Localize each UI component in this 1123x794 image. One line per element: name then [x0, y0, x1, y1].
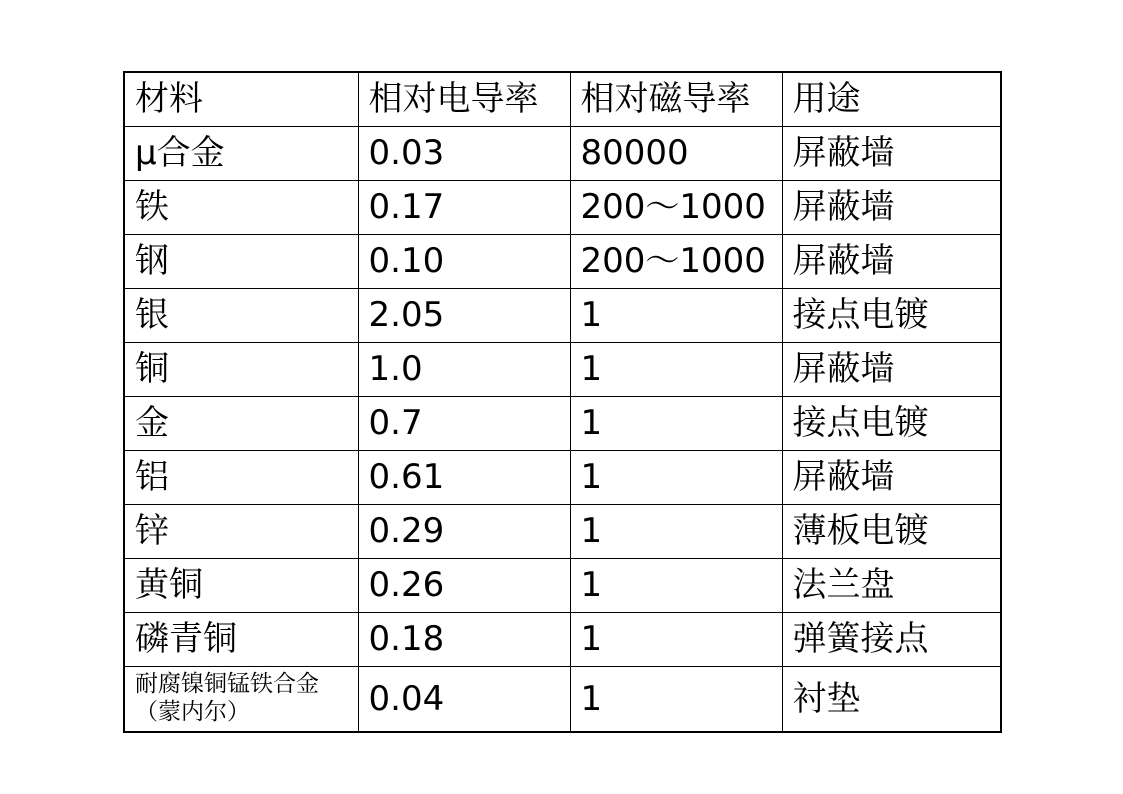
header-permeability: 相对磁导率 — [570, 72, 782, 126]
cell-permeability: 1 — [570, 666, 782, 732]
materials-table — [123, 71, 1002, 733]
cell-material: 钢 — [124, 234, 358, 288]
table-row — [124, 396, 1001, 450]
cell-material-line1: 耐腐镍铜锰铁合金 — [135, 671, 319, 698]
cell-material: 银 — [124, 288, 358, 342]
cell-conductivity: 1.0 — [358, 342, 570, 396]
table-row — [124, 342, 1001, 396]
cell-material: 铁 — [124, 180, 358, 234]
cell-permeability: 1 — [570, 504, 782, 558]
cell-conductivity: 0.18 — [358, 612, 570, 666]
table-row — [124, 180, 1001, 234]
table-row — [124, 288, 1001, 342]
cell-permeability: 1 — [570, 450, 782, 504]
cell-use: 屏蔽墙 — [782, 342, 1001, 396]
cell-use: 薄板电镀 — [782, 504, 1001, 558]
header-use: 用途 — [782, 72, 1001, 126]
table-row — [124, 234, 1001, 288]
cell-conductivity: 0.26 — [358, 558, 570, 612]
table-row — [124, 450, 1001, 504]
header-conductivity: 相对电导率 — [358, 72, 570, 126]
cell-conductivity: 0.04 — [358, 666, 570, 732]
cell-material: μ合金 — [124, 126, 358, 180]
cell-use: 法兰盘 — [782, 558, 1001, 612]
cell-permeability: 80000 — [570, 126, 782, 180]
cell-material: 铝 — [124, 450, 358, 504]
cell-conductivity: 0.29 — [358, 504, 570, 558]
cell-use: 屏蔽墙 — [782, 126, 1001, 180]
cell-conductivity: 0.10 — [358, 234, 570, 288]
cell-conductivity: 0.61 — [358, 450, 570, 504]
cell-use: 接点电镀 — [782, 288, 1001, 342]
header-material: 材料 — [124, 72, 358, 126]
cell-use: 弹簧接点 — [782, 612, 1001, 666]
cell-use: 屏蔽墙 — [782, 450, 1001, 504]
cell-conductivity: 2.05 — [358, 288, 570, 342]
cell-use: 衬垫 — [782, 666, 1001, 732]
cell-material — [124, 666, 358, 732]
table-row — [124, 558, 1001, 612]
table-row — [124, 666, 1001, 732]
cell-use: 接点电镀 — [782, 396, 1001, 450]
cell-material: 磷青铜 — [124, 612, 358, 666]
cell-permeability: 200～1000 — [570, 234, 782, 288]
cell-material: 黄铜 — [124, 558, 358, 612]
cell-conductivity: 0.17 — [358, 180, 570, 234]
cell-permeability: 200～1000 — [570, 180, 782, 234]
cell-material: 铜 — [124, 342, 358, 396]
cell-material: 金 — [124, 396, 358, 450]
cell-permeability: 1 — [570, 612, 782, 666]
cell-material: 锌 — [124, 504, 358, 558]
cell-permeability: 1 — [570, 342, 782, 396]
table-row — [124, 504, 1001, 558]
table-body — [124, 72, 1001, 732]
table-header-row — [124, 72, 1001, 126]
cell-conductivity: 0.03 — [358, 126, 570, 180]
cell-use: 屏蔽墙 — [782, 180, 1001, 234]
table-row — [124, 126, 1001, 180]
cell-use: 屏蔽墙 — [782, 234, 1001, 288]
cell-conductivity: 0.7 — [358, 396, 570, 450]
cell-permeability: 1 — [570, 288, 782, 342]
table-row — [124, 612, 1001, 666]
cell-material-line2: （蒙内尔） — [135, 698, 250, 725]
cell-permeability: 1 — [570, 396, 782, 450]
cell-permeability: 1 — [570, 558, 782, 612]
